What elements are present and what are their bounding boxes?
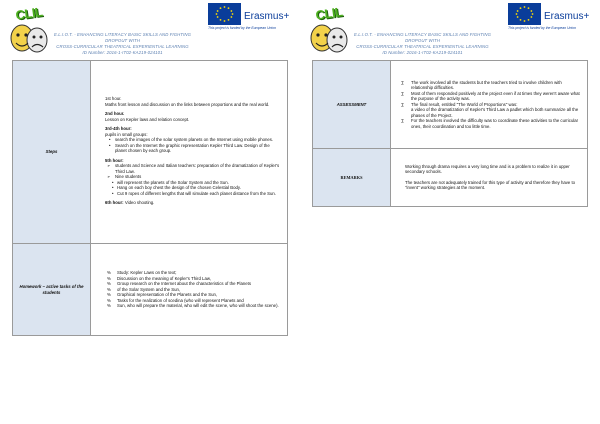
remarks-paragraph-1: Working through drama requires a very long time and is a problem to realize it in upper secondary schools. xyxy=(405,163,570,174)
hour-6-title: 6th hour: xyxy=(105,200,124,206)
remarks-row xyxy=(313,149,588,207)
erasmus-name: Erasmus+ xyxy=(244,11,290,22)
list-item: % Graphical representation of the Planets and the Sun, xyxy=(107,292,281,298)
list-item: • Search on the Internet the graphic representation Kepler Third Law. Design of the planet chosen by each group. xyxy=(115,143,281,154)
steps-row xyxy=(13,61,288,244)
project-header-text xyxy=(350,32,495,56)
hour-2-title: 2nd hour. xyxy=(105,111,125,117)
logo-text: CLIL xyxy=(314,4,344,23)
hour-1 xyxy=(105,96,281,107)
erasmus-name: Erasmus+ xyxy=(544,11,590,22)
hour-5-item-b: ➢ Nine students xyxy=(105,174,281,180)
steps-content xyxy=(91,61,288,244)
assessment-label: ASSESSMENT xyxy=(313,61,391,149)
eu-flag-icon xyxy=(508,3,541,25)
hour-1-title: 1st hour. xyxy=(105,96,122,102)
page-header xyxy=(0,0,300,62)
clil-logo xyxy=(306,6,352,56)
homework-row xyxy=(13,244,288,336)
eu-funding-note: This project is funded by the European Union xyxy=(208,26,276,30)
remarks-label: REMARKS xyxy=(313,149,391,207)
hour-5-sublist xyxy=(105,180,281,197)
list-item: % Study: Kepler Laws on the text; xyxy=(107,270,281,276)
remarks-paragraph-2: The teachers are not adequately trained for this type of activity and therefore they have to "invent" working strategies at the moment. xyxy=(405,179,576,190)
logo-text: CLIL xyxy=(14,4,44,23)
homework-label: Homework – active tasks of the students xyxy=(13,244,91,336)
hour-5-title: 5th hour: xyxy=(105,157,124,163)
header-line-1: E.L.I.O.T. - ENHANCING LITERACY BASIC SKILLS AND FIGHTING DROPOUT WITH xyxy=(53,32,192,43)
list-item: ∑ For the teachers involved the difficulty was to coordinate these activities to the curricular ones, their coordination and too little time. xyxy=(401,118,581,129)
header-line-3: ID Number: 2016-1-IT02-KA219-024101 xyxy=(82,50,163,55)
eu-flag-icon xyxy=(208,3,241,25)
remarks-content xyxy=(391,149,588,207)
list-item: ∑ The final result, entitled "The World of Proportions" was: xyxy=(401,102,581,108)
assessment-row xyxy=(313,61,588,149)
list-item: % Tasks for the realization of scedina (who will represent Planets and xyxy=(107,298,281,304)
list-item: • Hang on each boy chest the design of the chosen Celestial Body. xyxy=(117,185,281,191)
hour-2-text: Lesson on Kepler laws and relation concept. xyxy=(105,116,190,122)
header-line-2: CROSS-CURRICULAR THEATRICAL EXPERIENTIAL LEARNING xyxy=(56,44,189,49)
list-item: ∑ Most of them responded positively at the project even if at times they weren't aware what the purpose of the activity was. xyxy=(401,91,581,102)
erasmus-logo xyxy=(208,3,294,30)
hour-6-text: Video shooting. xyxy=(124,200,155,206)
eu-funding-note: This project is funded by the European Union xyxy=(508,26,576,30)
evaluation-table xyxy=(312,60,588,207)
hour-2 xyxy=(105,111,281,122)
list-item: % Discussion on the meaning of Kepler's Third Law, xyxy=(107,276,281,282)
list-item: % Sun, who will prepare the material, who will edit the scene, who will shoot the scene). xyxy=(107,303,281,309)
hour-6 xyxy=(105,200,281,206)
erasmus-logo xyxy=(508,3,594,30)
right-page xyxy=(300,0,600,424)
list-item: • will represent the planets of the Solar System and the Sun. xyxy=(117,180,281,186)
steps-label: Steps xyxy=(13,61,91,244)
assessment-note: a video of the dramatization of Kepler's Third Law a padlet which both summarize all the phases of the Project. xyxy=(411,107,579,118)
list-item: • search the images of the solar system planets on the Internet using mobile phones. xyxy=(115,137,281,143)
page-header xyxy=(300,0,600,62)
hour-3-text: pupils in small groups: xyxy=(105,131,148,137)
hour-1-text: Maths front lesson and discussion on the links between proportions and the real world. xyxy=(105,101,270,107)
homework-content xyxy=(91,244,288,336)
header-line-3: ID Number: 2016-1-IT02-KA219-024101 xyxy=(382,50,463,55)
clil-logo xyxy=(6,6,52,56)
list-item: % of the Solar System and the Sun, xyxy=(107,287,281,293)
lesson-table xyxy=(12,60,288,336)
hour-3-4 xyxy=(105,126,281,154)
hour-3-list xyxy=(105,137,281,154)
list-item: • Cut 9 ropes of different lengths that will simulate each planet distance from the Sun. xyxy=(117,191,281,197)
header-line-2: CROSS-CURRICULAR THEATRICAL EXPERIENTIAL LEARNING xyxy=(356,44,489,49)
list-item: % Group research on the Internet about the characteristics of the Planets xyxy=(107,281,281,287)
hour-5 xyxy=(105,158,281,197)
hour-3-title: 3rd-4th hour: xyxy=(105,126,132,132)
project-header-text xyxy=(50,32,195,56)
assessment-content xyxy=(391,61,588,149)
hour-5-item-a: ➢ students and Science and Italian teachers: preparation of the dramatization of Kepler's Third Law. xyxy=(105,163,281,174)
header-line-1: E.L.I.O.T. - ENHANCING LITERACY BASIC SKILLS AND FIGHTING DROPOUT WITH xyxy=(353,32,492,43)
list-item: ∑ The work involved all the students but the teachers tried to involve children with relationship difficulties. xyxy=(401,80,581,91)
